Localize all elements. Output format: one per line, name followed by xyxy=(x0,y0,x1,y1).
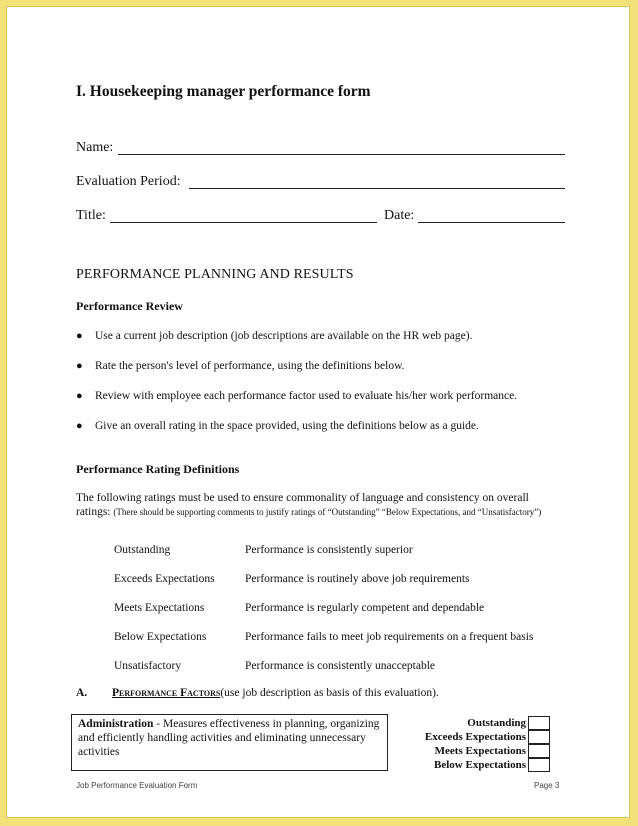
bullet-item xyxy=(76,360,405,372)
rating-row xyxy=(395,744,550,758)
evaluation-period-line[interactable] xyxy=(189,188,565,189)
evaluation-period-label: Evaluation Period: xyxy=(76,174,181,189)
rating-label: Below Expectations xyxy=(434,759,526,771)
rating-checkbox-table xyxy=(395,716,550,772)
performance-review-heading: Performance Review xyxy=(76,299,183,313)
definition-term: Exceeds Expectations xyxy=(114,573,215,585)
definition-term: Unsatisfactory xyxy=(114,660,182,672)
definition-term: Outstanding xyxy=(114,544,171,556)
rating-checkbox[interactable] xyxy=(528,716,550,730)
administration-label: Administration xyxy=(78,718,154,730)
form-title: I. Housekeeping manager performance form xyxy=(76,83,371,100)
performance-factors-heading xyxy=(76,687,439,699)
bullet-item xyxy=(76,390,517,402)
bullet-text: Give an overall rating in the space provided, using the definitions below as a guide. xyxy=(95,420,479,432)
footer-form-name: Job Performance Evaluation Form xyxy=(76,781,198,790)
bullet-text: Use a current job description (job descriptions are available on the HR web page). xyxy=(95,330,473,342)
definition-term: Meets Expectations xyxy=(114,602,205,614)
factors-note: (use job description as basis of this evaluation). xyxy=(220,687,439,699)
title-line[interactable] xyxy=(110,222,377,223)
document-page xyxy=(6,6,630,818)
rating-label: Meets Expectations xyxy=(434,745,526,757)
rating-row xyxy=(395,730,550,744)
rating-row xyxy=(395,716,550,730)
rating-checkbox[interactable] xyxy=(528,744,550,758)
bullet-item xyxy=(76,420,479,432)
definition-term: Below Expectations xyxy=(114,631,207,643)
definition-desc: Performance is consistently superior xyxy=(245,544,413,556)
name-line[interactable] xyxy=(118,154,565,155)
administration-text: - Measures effectiveness in planning, organizing and efficiently handling activities and eliminating unnecessary activities xyxy=(78,718,380,758)
administration-box xyxy=(71,714,388,771)
definitions-intro-note: (There should be supporting comments to justify ratings of “Outstanding” “Below Expectations, and “Unsatisfactory”) xyxy=(113,507,542,517)
rating-row xyxy=(395,758,550,772)
definitions-intro-main: The following ratings must be used to ensure commonality of language and consistency on overall ratings: xyxy=(76,492,529,518)
date-label: Date: xyxy=(384,208,415,223)
factors-title: Performance Factors xyxy=(112,687,221,699)
definition-desc: Performance fails to meet job requirements on a frequent basis xyxy=(245,631,534,643)
date-line[interactable] xyxy=(418,222,565,223)
footer-page-number: Page 3 xyxy=(534,781,560,790)
rating-checkbox[interactable] xyxy=(528,730,550,744)
bullet-icon: ● xyxy=(76,360,83,372)
title-label: Title: xyxy=(76,208,106,223)
bullet-item xyxy=(76,330,472,342)
bullet-icon: ● xyxy=(76,390,83,402)
name-label: Name: xyxy=(76,140,114,155)
factors-letter: A. xyxy=(76,687,88,699)
definition-desc: Performance is consistently unacceptable xyxy=(245,660,435,672)
bullet-text: Rate the person's level of performance, using the definitions below. xyxy=(95,360,405,372)
rating-label: Exceeds Expectations xyxy=(424,731,526,743)
section-heading: PERFORMANCE PLANNING AND RESULTS xyxy=(76,267,354,282)
bullet-text: Review with employee each performance factor used to evaluate his/her work performance. xyxy=(95,390,518,402)
bullet-icon: ● xyxy=(76,420,83,432)
definitions-intro xyxy=(76,491,546,519)
definition-desc: Performance is routinely above job requirements xyxy=(245,573,470,585)
rating-checkbox[interactable] xyxy=(528,758,550,772)
bullet-icon: ● xyxy=(76,330,83,342)
rating-definitions-heading: Performance Rating Definitions xyxy=(76,462,240,476)
definition-desc: Performance is regularly competent and dependable xyxy=(245,602,485,614)
rating-label: Outstanding xyxy=(467,717,526,729)
